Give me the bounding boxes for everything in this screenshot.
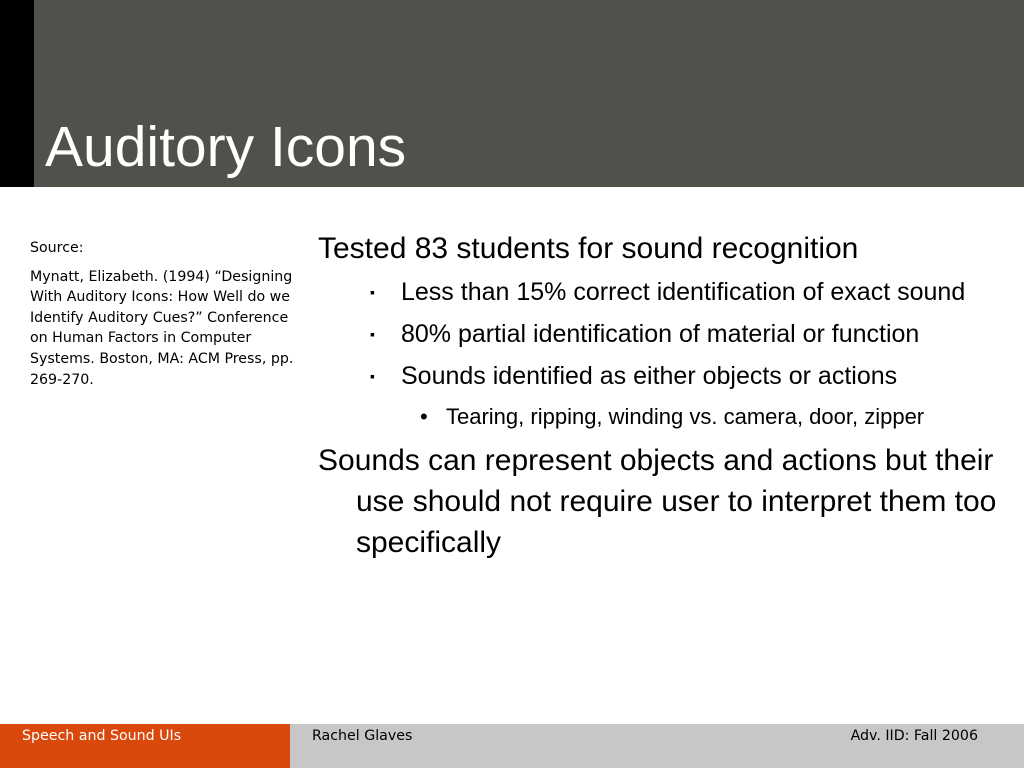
sub-bullet-exact-identification xyxy=(318,275,998,309)
title-bar-accent-strip xyxy=(0,0,34,187)
footer-author: Rachel Glaves xyxy=(312,728,413,744)
bullet-point-sounds-represent: Sounds can represent objects and actions but their use should not require user to interpret them too specifically xyxy=(318,444,997,559)
sub-bullet-text: Less than 15% correct identification of exact sound xyxy=(401,278,966,306)
square-bullet-icon: ▪ xyxy=(370,326,375,342)
sub-bullet-partial-identification xyxy=(318,317,998,351)
sub-bullet-text: 80% partial identification of material or function xyxy=(401,320,920,348)
sub-sub-bullet-sound-examples xyxy=(318,401,998,432)
bullet-point-tested-students: Tested 83 students for sound recognition xyxy=(318,232,859,265)
sub-bullet-objects-or-actions xyxy=(318,359,998,393)
slide-title: Auditory Icons xyxy=(45,115,407,179)
footer-bar xyxy=(0,724,1024,768)
source-reference: Mynatt, Elizabeth. (1994) “Designing With Auditory Icons: How Well do we Identify Auditory Cues?” Conference on Human Factors in Computer Systems. Boston, MA: ACM Press, pp. 269-270. xyxy=(30,268,294,388)
footer-topic-block xyxy=(0,724,290,768)
sub-sub-bullet-text: Tearing, ripping, winding vs. camera, door, zipper xyxy=(446,404,925,429)
source-label: Source: xyxy=(30,240,84,256)
slide-body xyxy=(318,228,998,563)
square-bullet-icon: ▪ xyxy=(370,368,375,384)
title-bar xyxy=(0,0,1024,187)
footer-course: Adv. IID: Fall 2006 xyxy=(850,728,978,744)
source-citation xyxy=(30,238,300,390)
square-bullet-icon: ▪ xyxy=(370,284,375,300)
sub-bullet-text: Sounds identified as either objects or actions xyxy=(401,362,898,390)
round-bullet-icon: • xyxy=(420,404,428,429)
footer-topic: Speech and Sound UIs xyxy=(22,728,182,744)
